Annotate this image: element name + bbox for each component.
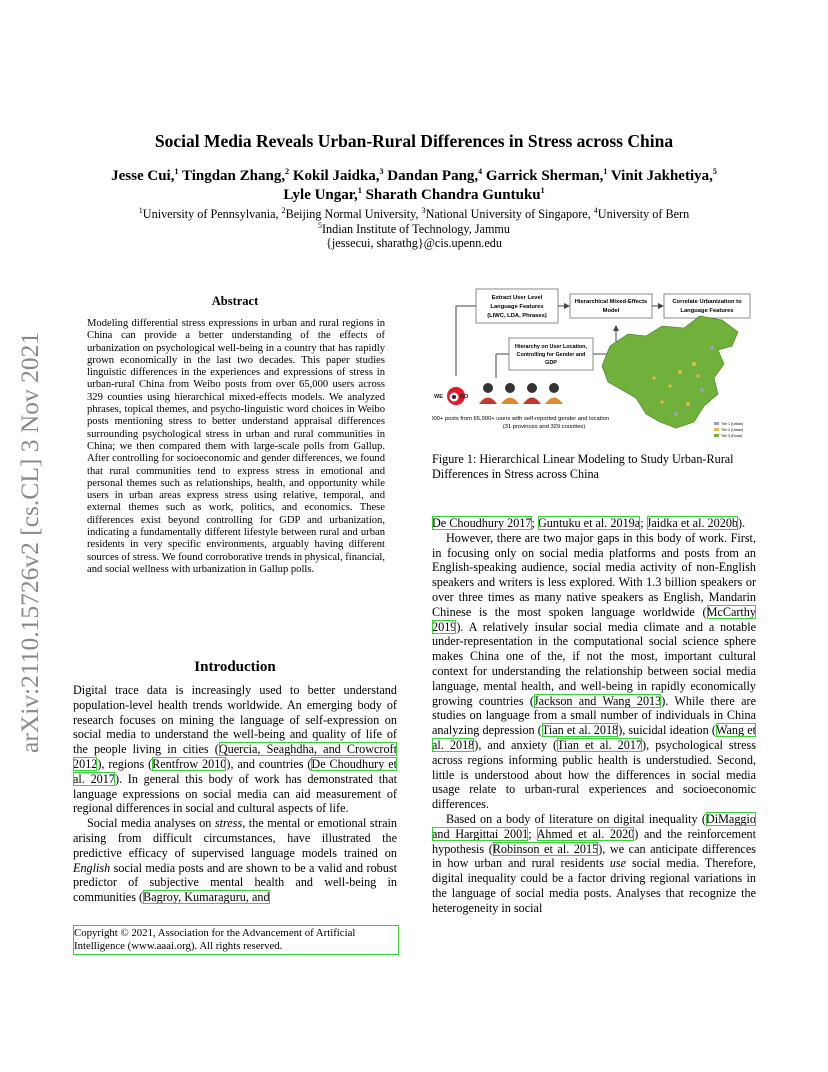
- arxiv-id: arXiv:2110.15726v2 [cs.CL] 3 Nov 2021: [15, 331, 44, 753]
- flow-label: (LIWC, LDA, Phrases): [487, 313, 547, 319]
- citation-link[interactable]: DiMaggio and Hargittai 2001: [432, 811, 756, 841]
- author: Dandan Pang,$^4$: [387, 167, 483, 184]
- svg-text:Tier 2 (Urban): Tier 2 (Urban): [721, 428, 744, 432]
- citation-link[interactable]: De Choudhury 2017: [432, 516, 532, 530]
- flow-box-model: [570, 294, 652, 318]
- flow-label: Correlate Urbanization to: [672, 299, 742, 305]
- flow-label: Controlling for Gender and: [516, 352, 586, 358]
- user-avatar: [545, 383, 563, 404]
- user-avatar: [501, 383, 519, 404]
- posts-note: 600,000+ posts from 65,000+ users with self-reported gender and location: [432, 416, 610, 422]
- author: Sharath Chandra Guntuku$^1$: [365, 186, 545, 203]
- citation-link[interactable]: Jaidka et al. 2020b: [646, 516, 739, 530]
- paper-title: Social Media Reveals Urban-Rural Differences in Stress across China: [154, 131, 674, 151]
- citation-link[interactable]: Tian et al. 2017: [557, 737, 643, 752]
- citation-link[interactable]: Guntuku et al. 2019a: [537, 516, 641, 530]
- paragraph: Social media analyses on stress, the mental or emotional strain arising from difficult circumstances, have illustrated the predictive efficacy of supervised language models trained on English social media posts and are shown to be a valid and robust predictor of subjective mental health and well-being in communities (Bagroy, Kumaraguru, and: [73, 816, 397, 905]
- map-legend: [714, 422, 743, 438]
- citation-link[interactable]: Ahmed et al. 2020: [536, 826, 635, 841]
- copyright-notice[interactable]: Copyright © 2021, Association for the Advancement of Artificial Intelligence (www.aaai.org). All rights reserved.: [73, 925, 399, 955]
- user-avatar: [479, 383, 497, 404]
- citation-link[interactable]: Tian et al. 2018: [541, 723, 619, 738]
- paragraph: De Choudhury 2017; Guntuku et al. 2019a; Jaidka et al. 2020b).: [432, 516, 746, 530]
- svg-text:WE: WE: [434, 394, 443, 400]
- citation-link[interactable]: Bagroy, Kumaraguru, and: [143, 890, 270, 905]
- flow-label: Hierarchical Mixed-Effects: [574, 299, 648, 305]
- arxiv-stamp: [9, 290, 47, 760]
- flow-label: GDP: [545, 360, 557, 366]
- author: Jesse Cui,$^1$: [111, 167, 179, 184]
- user-avatar: [523, 383, 541, 404]
- flow-label: Language Features: [680, 308, 734, 314]
- posts-note: (31 provinces and 329 counties): [502, 424, 586, 430]
- flow-label: Extract User Level: [491, 295, 543, 301]
- author: Vinit Jakhetiya,$^5$: [610, 167, 717, 184]
- flow-label: Model: [602, 308, 620, 314]
- author: Garrick Sherman,$^1$: [485, 167, 608, 184]
- svg-text:Tier 3 (Rural): Tier 3 (Rural): [721, 434, 743, 438]
- author-list: [60, 167, 768, 205]
- flow-box-correlate: [664, 294, 750, 318]
- citation-link[interactable]: Jackson and Wang 2013: [533, 693, 662, 708]
- citation-link[interactable]: McCarthy 2019: [432, 604, 756, 634]
- flow-label: Language Features: [490, 304, 544, 310]
- citation-link[interactable]: Robinson et al. 2015: [492, 841, 599, 856]
- paragraph: Based on a body of literature on digital inequality (DiMaggio and Hargittai 2001; Ahmed et al. 2020) and the reinforcement hypothesis (Robinson et al. 2015), we can anticipate differences in how urban and rural residents use social media. Therefore, digital inequality could be a factor driving regional variations in the language of social media posts. Analyses that recognize the heterogeneity in social: [432, 811, 756, 915]
- right-column-body: [432, 516, 756, 916]
- citation-link[interactable]: Rentfrow 2010: [152, 756, 227, 771]
- svg-text:Tier 1 (Urban): Tier 1 (Urban): [721, 422, 744, 426]
- abstract-heading: Abstract: [211, 294, 259, 308]
- email: {jessecui, sharathg}@cis.upenn.edu: [326, 236, 502, 250]
- china-map: [602, 316, 738, 428]
- introduction-heading: Introduction: [194, 659, 276, 675]
- figure-caption: Figure 1: Hierarchical Linear Modeling to Study Urban-Rural Differences in Stress across China: [432, 452, 734, 481]
- author: Tingdan Zhang,$^2$: [181, 167, 290, 184]
- figure-1: [432, 286, 756, 444]
- affiliations: $^1$University of Pennsylvania, $^2$Beijing Normal University, $^3$National University of Singapore, $^4$University of Bern $^5$Indian Institute of Technology, Jammu {jessecui, sharathg}@cis.upenn.edu: [138, 205, 690, 250]
- paragraph: Digital trace data is increasingly used to better understand population-level health trends worldwide. An emerging body of research focuses on mining the language of self-expression on social media to understand the well-being and quality of life of the people living in cities (Quercia, Seaghdha, and Crowcroft 2012), regions (Rentfrow 2010), and countries (De Choudhury et al. 2017). In general this body of work has demonstrated that language expressions on social media can aid measurement of regional differences in social and cultural aspects of life.: [73, 683, 398, 816]
- author: Lyle Ungar,$^1$: [283, 186, 362, 203]
- abstract-text: Modeling differential stress expressions in urban and rural regions in China can provide a better understanding of the effects of urbanization on psychological well-being in a country that has rapidly grown economically in the last two decades. This paper studies linguistic differences in the experiences and expressions of stress in urban-rural China from Weibo posts from over 65,000 users across 329 counties using hierarchical mixed-effects models. We analyzed phrases, topical themes, and psycho-linguistic word choices in Weibo posts mentioning stress to better understand appraisal differences surrounding psychological stress in urban and rural communities in China; we then compared them with large-scale polls from Gallup. After controlling for socioeconomic and gender differences, we found that rural communities tend to express stress in emotional and personal themes such as relationships, health, and opportunity while users in urban areas express stress using relative, temporal, and external themes such as work, politics, and economics. These differences exist beyond controlling for GDP and urbanization, indicating a fundamentally different lifestyle between rural and urban residents in very specific environments, arguably having different sources of stress. We found corroborative trends in physical, financial, and social wellness with urbanization in Gallup polls.: [87, 318, 385, 575]
- paragraph: However, there are two major gaps in this body of work. First, in focusing only on social media platforms and posts from an English-speaking audience, social media activity of non-English speakers and writers is less explored. With 1.3 billion speakers or over three times as many native speakers as English, Mandarin Chinese is the most spoken language worldwide (McCarthy 2019). A relatively insular social media climate and a notable under-representation in the computational social science sphere makes China one of the, if not the most, important cultural context for understanding the relationship between social media language, mental health, and well-being in rapidly economically growing countries (Jackson and Wang 2013). While there are studies on language from a small number of individuals in China analyzing depression (Tian et al. 2018), suicidal ideation (Wang et al. 2018), and anxiety (Tian et al. 2017), psychological stress across regions informing public health is understudied. Second, little is understood about how the differences in social media usage relate to urban-rural experiences and socioeconomic differences.: [432, 530, 756, 812]
- citation-link[interactable]: Quercia, Seaghdha, and Crowcroft 2012: [73, 742, 398, 771]
- citation-link[interactable]: De Choudhury et al. 2017: [73, 756, 397, 786]
- svg-text:BO: BO: [460, 394, 469, 400]
- introduction-body: [73, 683, 397, 905]
- flow-label: Hierarchy on User Location,: [515, 344, 587, 350]
- citation-link[interactable]: Wang et al. 2018: [432, 723, 756, 752]
- weibo-logo: [434, 387, 469, 405]
- author: Kokil Jaidka,$^3$: [292, 167, 384, 184]
